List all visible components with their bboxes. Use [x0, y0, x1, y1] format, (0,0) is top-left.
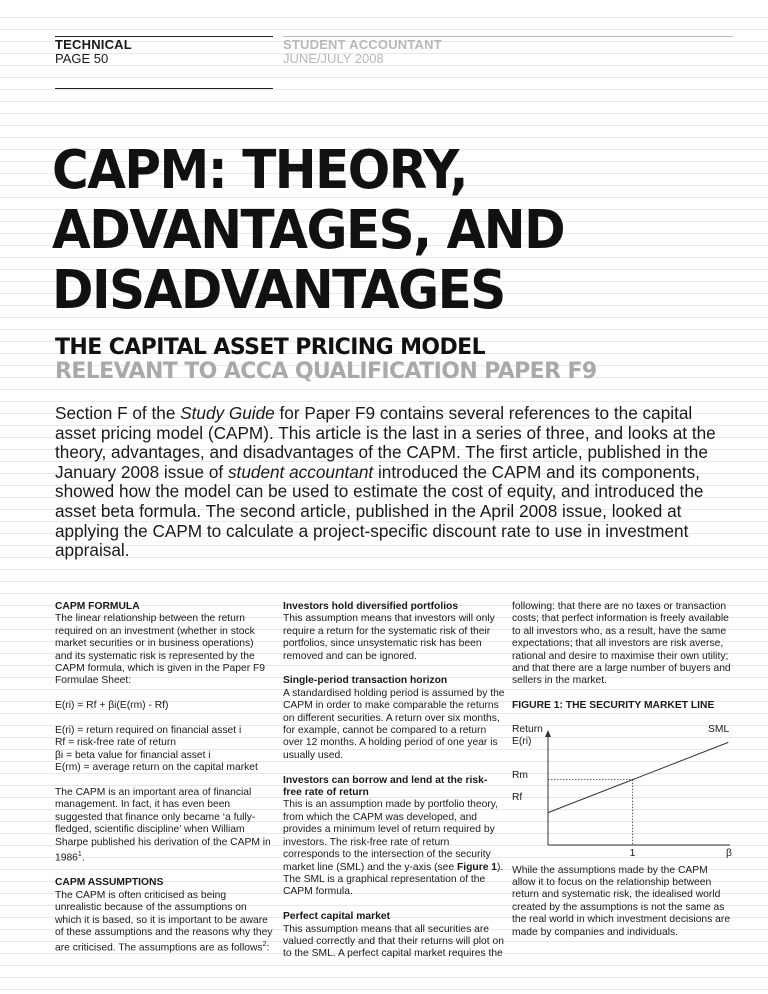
intro-paragraph [55, 404, 735, 561]
conclusion-paragraph: While the assumptions made by the CAPM allow it to focus on the relationship between return and systematic risk, the idealised world created by the assumptions is not the same as the real world in which investment decisions are made by companies and individuals. [512, 864, 731, 938]
issue-date: JUNE/JULY 2008 [283, 51, 384, 66]
capm-assumptions-heading: CAPM ASSUMPTIONS [55, 877, 164, 889]
x-axis-label: β [726, 847, 732, 859]
publication-name: STUDENT ACCOUNTANT [283, 37, 442, 52]
assumption-text: ). The SML is a graphical representation of the CAPM formula. [283, 861, 504, 898]
header-rule-lower [55, 88, 273, 89]
assumption-heading: Investors hold diversified portfolios [283, 601, 459, 612]
intro-text: for Paper F9 contains several references to the capital asset pricing model (CAPM). This article is the last in a series of three, and looks at the theory, advantages, and disadvantages of the CAPM. The first article, published in the January 2008 issue of [55, 403, 716, 482]
intro-student-accountant: student accountant [227, 461, 374, 482]
sml-label: SML [708, 723, 730, 735]
footnote-marker: 1 [77, 851, 82, 859]
assumption-heading: Investors can borrow and lend at the risk-free rate of return [283, 774, 488, 799]
capm-formula-heading: CAPM FORMULA [55, 601, 140, 612]
assumptions-text: The CAPM is often criticised as being unrealistic because of the assumptions on which it is based, so it is important to be aware of these assumptions and the reasons why they are criticised. The assumptions are as follows [55, 889, 273, 954]
sml-line [548, 742, 728, 812]
article-title [52, 140, 712, 320]
capm-formula: E(ri) = Rf + βi(E(rm) - Rf) [55, 700, 169, 712]
article-subtitle-relevance: RELEVANT TO ACCA QUALIFICATION PAPER F9 [55, 359, 597, 384]
article-subtitle: THE CAPITAL ASSET PRICING MODEL [55, 335, 486, 360]
y-axis-arrow [545, 730, 551, 737]
assumption-text: This is an assumption made by portfolio theory, from which the CAPM was developed, and provides a minimum level of return required by investors. The risk-free rate of return corresponds to the intersection of the security market line (SML) and the y-axis (see [283, 799, 499, 873]
column-3 [512, 601, 734, 939]
y-axis-label [512, 724, 543, 748]
sml-chart-svg [512, 721, 734, 861]
assumption-paragraph: This assumption means that all securities are valued correctly and that their returns will plot on to the SML. A perfect capital market requires the [283, 923, 504, 960]
formula-definition: E(rm) = average return on the capital market [55, 762, 258, 774]
assumptions-tail: : [266, 942, 270, 954]
importance-tail: . [81, 852, 85, 864]
section-label: TECHNICAL [55, 37, 132, 52]
assumption-heading: Single-period transaction horizon [283, 675, 448, 687]
title-line: CAPM: THEORY, [52, 138, 467, 201]
assumption-paragraph: A standardised holding period is assumed by the CAPM in order to make comparable the returns on different securities. A return over six months, for example, cannot be compared to a return over 12 months. A holding period of one year is usually used. [283, 687, 505, 761]
rm-label: Rm [512, 770, 529, 782]
title-line: DISADVANTAGES [52, 258, 505, 321]
formula-paragraph: The linear relationship between the return required on an investment (whether in stock market securities or in business operations) and its systematic risk is represented by the CAPM formula, which is given in the Paper F9 Formulae Sheet: [55, 613, 266, 687]
assumption-paragraph: This assumption means that investors will only require a return for the systematic risk of their portfolios, since unsystematic risk has been removed and can be ignored. [283, 613, 495, 662]
header-section [55, 38, 132, 66]
column-1 [55, 601, 273, 955]
sml-chart [512, 721, 734, 861]
importance-paragraph [55, 787, 273, 865]
rf-label: Rf [512, 792, 523, 804]
intro-study-guide: Study Guide [180, 403, 275, 423]
perfect-market-paragraph: following: that there are no taxes or transaction costs; that perfect information is freely available to all investors who, as a result, have the same expectations; that all investors are risk averse, rational and desire to maximise their own utility; and that there are a large number of buyers and sellers in the market. [512, 601, 731, 687]
figure-title: FIGURE 1: THE SECURITY MARKET LINE [512, 700, 715, 712]
page-number: PAGE 50 [55, 51, 109, 66]
x-tick-label: 1 [629, 847, 636, 859]
y-axis-label-line: Return [512, 723, 543, 735]
intro-text: introduced the CAPM and its components, showed how the model can be used to estimate the cost of equity, and introduced the asset beta formula. The second article, published in the April 2008 issue, looked at applying the CAPM to calculate a project-specific discount rate to use in investment appraisal. [55, 461, 704, 561]
title-line: ADVANTAGES, AND [52, 198, 565, 261]
formula-definition: βi = beta value for financial asset i [55, 749, 211, 761]
footnote-marker: 2 [262, 941, 267, 949]
y-axis-label-line: E(ri) [512, 735, 532, 747]
intro-text: Section F of the [55, 403, 181, 423]
assumption-heading: Perfect capital market [283, 911, 391, 923]
column-2 [283, 601, 505, 961]
importance-text: The CAPM is an important area of financial management. In fact, it has even been suggested that finance only became ‘a fully-fledged, scientific discipline’ when William Sharpe published his derivation of the CAPM in 1986 [55, 787, 271, 864]
assumption-paragraph [283, 799, 505, 898]
formula-definition: Rf = risk-free rate of return [55, 737, 177, 749]
formula-definition: E(ri) = return required on financial asset i [55, 725, 242, 737]
assumptions-paragraph [55, 890, 273, 955]
header-publication [283, 38, 442, 66]
figure-reference: Figure 1 [456, 861, 498, 873]
